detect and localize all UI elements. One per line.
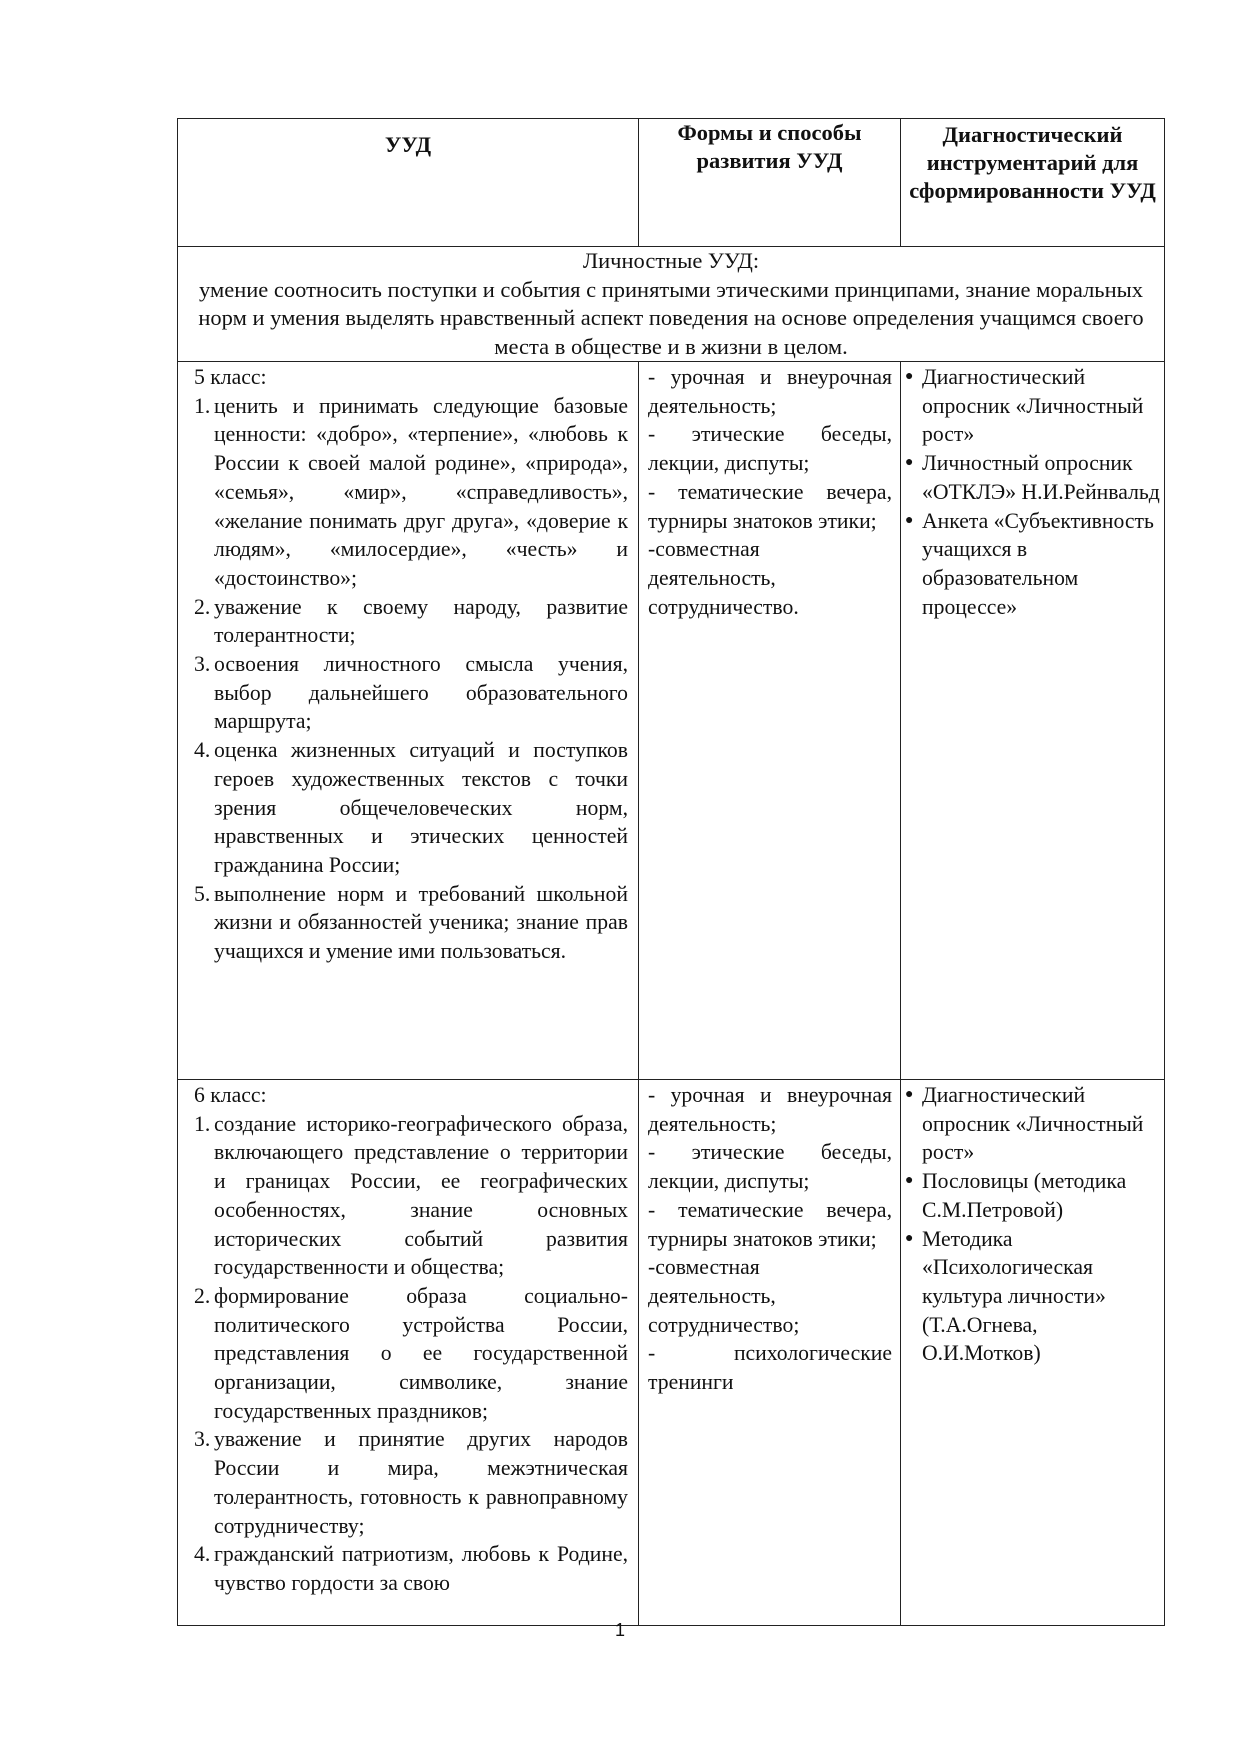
list-item: ● Личностный опросник «ОТКЛЭ» Н.И.Рейнвальд [905,449,1160,506]
list-item: 1. ценить и принимать следующие базовые ценности: «добро», «терпение», «любовь к России к своей малой родине», «природа», «семья», «мир», «справедливость», «желание понимать друг друга», «доверие к людям», «милосердие», «честь» и «достоинство»; [194,393,628,590]
form-item: - урочная и внеурочная деятельность; [648,365,892,418]
list-item: ● Диагностический опросник «Личностный рост» [905,363,1160,449]
diagnostics-list [905,1081,1160,1368]
list-item: ● Пословицы (методика С.М.Петровой) [905,1167,1160,1224]
bullet-icon: ● [905,1087,914,1102]
uud-list [194,1110,628,1598]
bullet-icon: ● [905,455,914,471]
list-item: ● Методика «Психологическая культура личности» (Т.А.Огнева, О.И.Мотков) [905,1225,1160,1369]
grade-5-forms-cell [639,362,901,1080]
header-forms: Формы и способы развития УУД [639,119,901,247]
section-description: умение соотносить поступки и события с принятыми этическими принципами, знание моральных норм и умения выделять нравственный аспект поведения на основе определения учащимся своего места в обществе и в жизни в целом. [198,276,1144,359]
diagnostics-list [905,363,1160,621]
list-item: 5. выполнение норм и требований школьной жизни и обязанностей ученика; знание прав учащихся и умение ими пользоваться. [194,881,628,964]
page-number: 1 [614,1620,625,1640]
list-item: 3. освоения личностного смысла учения, выбор дальнейшего образовательного маршрута; [194,652,628,734]
form-item: - этические беседы, лекции, диспуты; [648,422,892,476]
grade-label: 5 класс: [194,365,267,389]
section-title: Личностные УУД: [582,248,760,273]
bullet-icon: ● [905,512,914,528]
form-item: - психологические тренинги [648,1341,892,1395]
form-item: - урочная и внеурочная деятельность; [648,1083,892,1136]
grade-5-diagnostics-cell [901,362,1165,1080]
uud-table [177,118,1165,1626]
list-item: ● Диагностический опросник «Личностный рост» [905,1081,1160,1167]
list-item: 3. уважение и принятие других народов России и мира, межэтническая толерантность, готовность к равноправному сотрудничеству; [194,1427,628,1538]
grade-row-6 [178,1080,1165,1626]
grade-5-uud-cell [178,362,639,1080]
section-row [178,247,1165,362]
list-item: 4. оценка жизненных ситуаций и поступков героев художественных текстов с точки зрения общечеловеческих норм, нравственных и этических ценностей гражданина России; [194,738,628,877]
list-item: 1. создание историко-географического образа, включающего представление о территории и границах России, ее географических особенностях, знание основных исторических событий развития государственности и общества; [194,1111,628,1280]
grade-6-uud-cell [178,1080,639,1626]
header-uud: УУД [178,119,639,247]
grade-row-5 [178,362,1165,1080]
list-item: ● Анкета «Субъективность учащихся в образовательном процессе» [905,507,1160,622]
uud-list [194,392,628,966]
section-cell [178,247,1165,362]
list-item: 2. формирование образа социально-политического устройства России, представления о ее государственной организации, символике, знание государственных праздников; [194,1283,628,1423]
form-item: -совместная деятельность, сотрудничество; [648,1255,800,1337]
grade-label: 6 класс: [194,1083,267,1107]
form-item: - этические беседы, лекции, диспуты; [648,1140,892,1194]
bullet-icon: ● [905,369,914,384]
grade-6-diagnostics-cell [901,1080,1165,1626]
header-diagnostics: Диагностический инструментарий для сформированности УУД [901,119,1165,247]
list-item: 4. гражданский патриотизм, любовь к Родине, чувство гордости за свою [194,1542,628,1595]
form-item: - тематические вечера, турниры знатоков этики; [648,1197,892,1251]
list-item: 2. уважение к своему народу, развитие толерантности; [194,594,628,648]
bullet-icon: ● [905,1173,914,1189]
header-row [178,119,1165,247]
grade-6-forms-cell [639,1080,901,1626]
bullet-icon: ● [905,1230,914,1246]
form-item: -совместная деятельность, сотрудничество. [648,537,799,619]
form-item: - тематические вечера, турниры знатоков этики; [648,479,892,533]
